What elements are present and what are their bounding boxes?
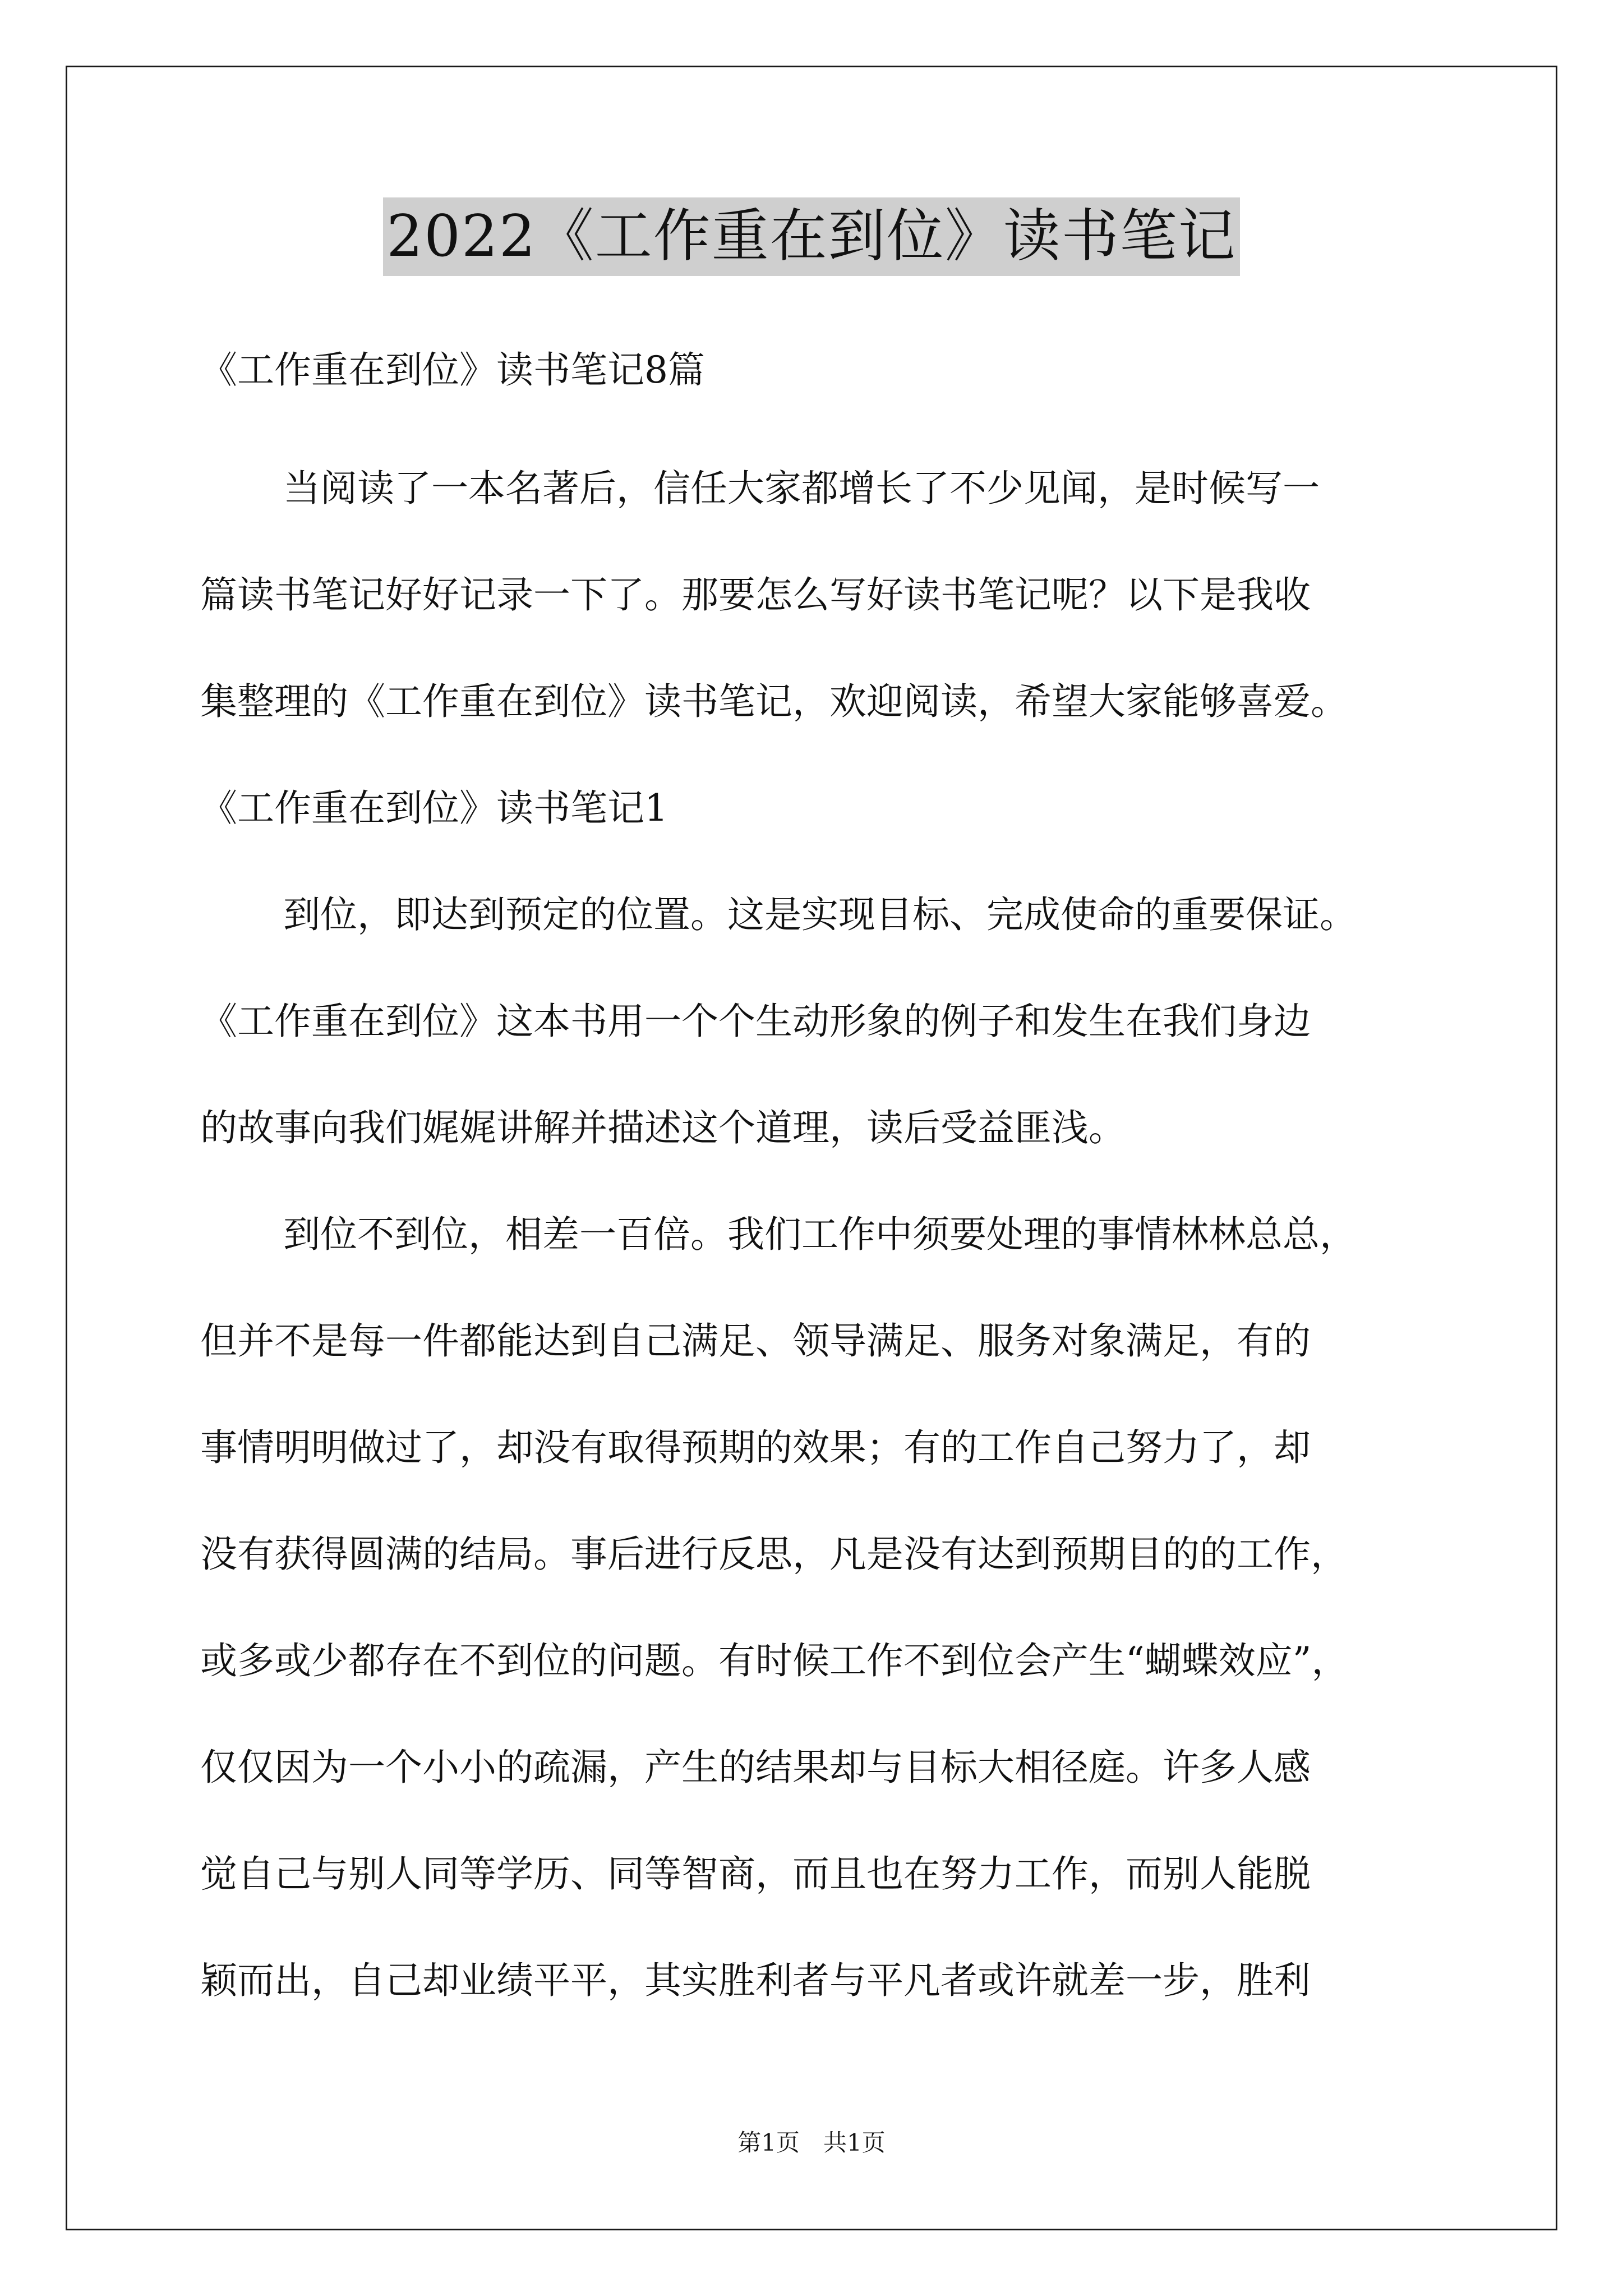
paragraph-line: 事情明明做过了，却没有取得预期的效果；有的工作自己努力了，却 [200,1426,1311,1469]
paragraph-line: 到位，即达到预定的位置。这是实现目标、完成使命的重要保证。 [283,893,1357,936]
paragraph-line: 没有获得圆满的结局。事后进行反思，凡是没有达到预期目的的工作， [200,1533,1348,1576]
paragraph-line: 《工作重在到位》这本书用一个个生动形象的例子和发生在我们身边 [200,1000,1311,1043]
paragraph-line: 到位不到位，相差一百倍。我们工作中须要处理的事情林林总总， [283,1213,1357,1256]
paragraph-line: 但并不是每一件都能达到自己满足、领导满足、服务对象满足，有的 [200,1319,1311,1363]
title-container [0,197,1623,276]
paragraph-line: 当阅读了一本名著后，信任大家都增长了不少见闻，是时候写一 [283,467,1320,510]
paragraph-line: 篇读书笔记好好记录一下了。那要怎么写好读书笔记呢？以下是我收 [200,573,1311,616]
section-heading: 《工作重在到位》读书笔记8篇 [200,348,705,392]
paragraph-line: 的故事向我们娓娓讲解并描述这个道理，读后受益匪浅。 [200,1106,1126,1149]
paragraph-line: 或多或少都存在不到位的问题。有时候工作不到位会产生“蝴蝶效应”， [200,1639,1349,1682]
paragraph-line: 仅仅因为一个小小的疏漏，产生的结果却与目标大相径庭。许多人感 [200,1746,1311,1789]
section-heading: 《工作重在到位》读书笔记1 [200,786,668,830]
paragraph-line: 集整理的《工作重在到位》读书笔记，欢迎阅读，希望大家能够喜爱。 [200,680,1348,723]
page-footer: 第1页 共1页 [737,2129,886,2156]
paragraph-line: 觉自己与别人同等学历、同等智商，而且也在努力工作，而别人能脱 [200,1852,1311,1895]
document-title: 2022《工作重在到位》读书笔记 [383,197,1240,276]
paragraph-line: 颖而出，自己却业绩平平，其实胜利者与平凡者或许就差一步，胜利 [200,1959,1311,2002]
